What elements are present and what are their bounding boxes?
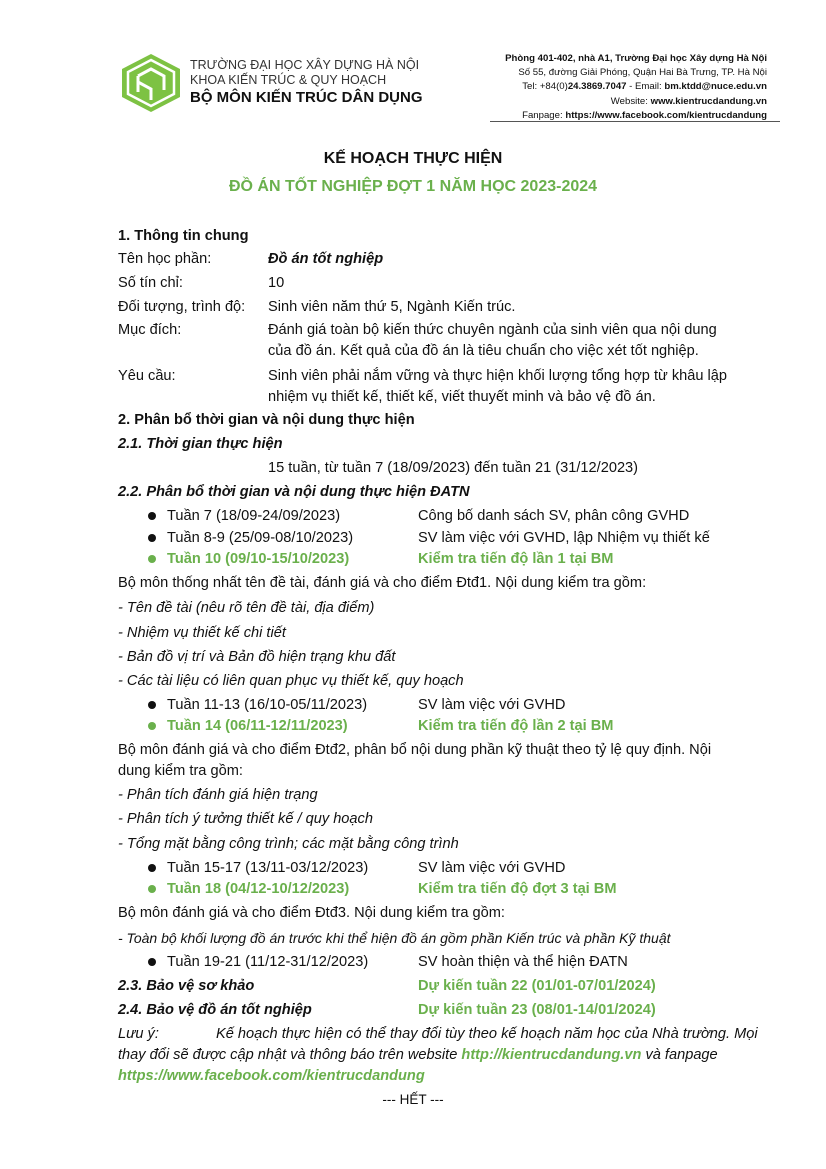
header-divider (490, 121, 780, 122)
note-label: Lưu ý: (118, 1026, 159, 1042)
check-item: - Tên đề tài (nêu rõ tên đề tài, địa điểm) (118, 600, 375, 616)
fanpage-link[interactable]: https://www.facebook.com/kientrucdandung (565, 109, 767, 121)
schedule-week: Tuần 15-17 (13/11-03/12/2023) (167, 860, 369, 876)
section2-2-heading: 2.2. Phân bổ thời gian và nội dung thực hiện ĐATN (118, 484, 470, 500)
schedule-task: SV làm việc với GVHD (418, 860, 566, 876)
note-line-1: Kế hoạch thực hiện có thể thay đổi tùy theo kế hoạch năm học của Nhà trường. Mọi (216, 1026, 758, 1042)
tel-label: Tel: +84(0) (522, 81, 568, 93)
schedule-task: SV làm việc với GVHD (418, 697, 566, 713)
address-line-2: Số 55, đường Giải Phóng, Quận Hai Bà Trưng, TP. Hà Nội (518, 67, 767, 79)
institution-block (190, 58, 423, 107)
info-value-line-1: Sinh viên phải nắm vững và thực hiện khối lượng tổng hợp từ khâu lập (268, 368, 728, 384)
info-label: Đối tượng, trình độ: (118, 299, 246, 315)
schedule-task-milestone: Kiểm tra tiến độ đợt 3 tại BM (418, 881, 617, 897)
check-item: - Bản đồ vị trí và Bản đồ hiện trạng khu đất (118, 649, 396, 665)
bullet-icon (148, 722, 156, 730)
schedule-task-milestone: Kiểm tra tiến độ lần 2 tại BM (418, 718, 614, 734)
section2-heading: 2. Phân bổ thời gian và nội dung thực hiện (118, 412, 415, 428)
schedule-week: Tuần 8-9 (25/09-08/10/2023) (167, 530, 354, 546)
tel-email-line (505, 80, 767, 94)
email-label: - Email: (626, 81, 665, 93)
info-value: Sinh viên năm thứ 5, Ngành Kiến trúc. (268, 299, 516, 315)
check-item: - Phân tích ý tưởng thiết kế / quy hoạch (118, 811, 373, 827)
page-subtitle: ĐỒ ÁN TỐT NGHIỆP ĐỢT 1 NĂM HỌC 2023-2024 (228, 178, 598, 195)
schedule-week-milestone: Tuần 18 (04/12-10/12/2023) (167, 881, 350, 897)
section2-3-heading: 2.3. Bảo vệ sơ khảo (118, 978, 255, 994)
faculty-name: KHOA KIẾN TRÚC & QUY HOẠCH (190, 73, 387, 87)
fanpage-link[interactable]: https://www.facebook.com/kientrucdandung (118, 1068, 425, 1084)
section2-4-date: Dự kiến tuần 23 (08/01-14/01/2024) (418, 1002, 656, 1018)
schedule-task: SV làm việc với GVHD, lập Nhiệm vụ thiết kế (418, 530, 710, 546)
tel-number: 24.3869.7047 (567, 81, 627, 93)
bullet-icon (148, 534, 156, 542)
schedule-task-milestone: Kiểm tra tiến độ lần 1 tại BM (418, 551, 614, 567)
check-item: - Các tài liệu có liên quan phục vụ thiết kế, quy hoạch (118, 673, 464, 689)
bullet-icon (148, 958, 156, 966)
website-line (505, 95, 767, 109)
page-title: KẾ HOẠCH THỰC HIỆN (323, 150, 503, 167)
info-value-line-2: của đồ án. Kết quả của đồ án là tiêu chuẩn cho việc xét tốt nghiệp. (268, 343, 699, 359)
check2-intro-line-2: dung kiểm tra gồm: (118, 763, 243, 779)
section2-3-date: Dự kiến tuần 22 (01/01-07/01/2024) (418, 978, 656, 994)
website-label: Website: (610, 95, 651, 107)
email-link[interactable]: bm.ktdd@nuce.edu.vn (664, 81, 767, 93)
info-label: Yêu cầu: (118, 368, 176, 384)
section1-heading: 1. Thông tin chung (118, 228, 249, 244)
info-label: Tên học phần: (118, 251, 212, 267)
bullet-icon (148, 701, 156, 709)
end-marker: --- HẾT --- (382, 1092, 444, 1107)
bullet-icon (148, 885, 156, 893)
check2-intro-line-1: Bộ môn đánh giá và cho điểm Đtđ2, phân bổ nội dung phần kỹ thuật theo tỷ lệ quy định. Nội (118, 742, 712, 758)
schedule-week-milestone: Tuần 14 (06/11-12/11/2023) (167, 718, 348, 734)
department-logo-icon (120, 52, 182, 114)
schedule-week: Tuần 11-13 (16/10-05/11/2023) (167, 697, 368, 713)
check-item: - Nhiệm vụ thiết kế chi tiết (118, 625, 286, 641)
address-line-1: Phòng 401-402, nhà A1, Trường Đại học Xây dựng Hà Nội (505, 53, 767, 64)
schedule-week-milestone: Tuần 10 (09/10-15/10/2023) (167, 551, 350, 567)
schedule-task: SV hoàn thiện và thể hiện ĐATN (418, 954, 628, 970)
schedule-week: Tuần 7 (18/09-24/09/2023) (167, 508, 341, 524)
info-value-line-1: Đánh giá toàn bộ kiến thức chuyên ngành của sinh viên qua nội dung (268, 322, 717, 338)
department-name: BỘ MÔN KIẾN TRÚC DÂN DỤNG (190, 89, 423, 106)
schedule-week: Tuần 19-21 (11/12-31/12/2023) (167, 954, 369, 970)
check1-intro: Bộ môn thống nhất tên đề tài, đánh giá và cho điểm Đtđ1. Nội dung kiểm tra gồm: (118, 575, 647, 591)
check-item: - Tổng mặt bằng công trình; các mặt bằng công trình (118, 836, 459, 852)
info-value-line-2: nhiệm vụ thiết kế, thiết kế, viết thuyết minh và bảo vệ đồ án. (268, 389, 656, 405)
note-line-2 (118, 1045, 768, 1065)
info-value: Đồ án tốt nghiệp (268, 251, 384, 267)
note-text: và fanpage (641, 1047, 718, 1063)
check3-intro: Bộ môn đánh giá và cho điểm Đtđ3. Nội dung kiểm tra gồm: (118, 905, 505, 921)
info-value: 10 (268, 275, 285, 291)
duration-text: 15 tuần, từ tuần 7 (18/09/2023) đến tuần 21 (31/12/2023) (268, 460, 639, 476)
bullet-icon (148, 864, 156, 872)
section2-4-heading: 2.4. Bảo vệ đồ án tốt nghiệp (118, 1002, 312, 1018)
website-link[interactable]: http://kientrucdandung.vn (461, 1047, 642, 1063)
website-link[interactable]: www.kientrucdandung.vn (650, 95, 767, 107)
info-label: Số tín chỉ: (118, 275, 183, 291)
note-text: thay đổi sẽ được cập nhật và thông báo trên website (118, 1047, 462, 1063)
section2-1-heading: 2.1. Thời gian thực hiện (118, 436, 283, 452)
school-name: TRƯỜNG ĐẠI HỌC XÂY DỰNG HÀ NỘI (190, 58, 420, 72)
fanpage-label: Fanpage: (522, 109, 566, 121)
info-label: Mục đích: (118, 322, 182, 338)
bullet-icon (148, 512, 156, 520)
schedule-task: Công bố danh sách SV, phân công GVHD (418, 508, 690, 524)
check-item: - Toàn bộ khối lượng đồ án trước khi thể hiện đồ án gồm phần Kiến trúc và phần Kỹ thuật (118, 930, 671, 946)
bullet-icon (148, 555, 156, 563)
contact-block (505, 52, 767, 123)
check-item: - Phân tích đánh giá hiện trạng (118, 787, 318, 803)
